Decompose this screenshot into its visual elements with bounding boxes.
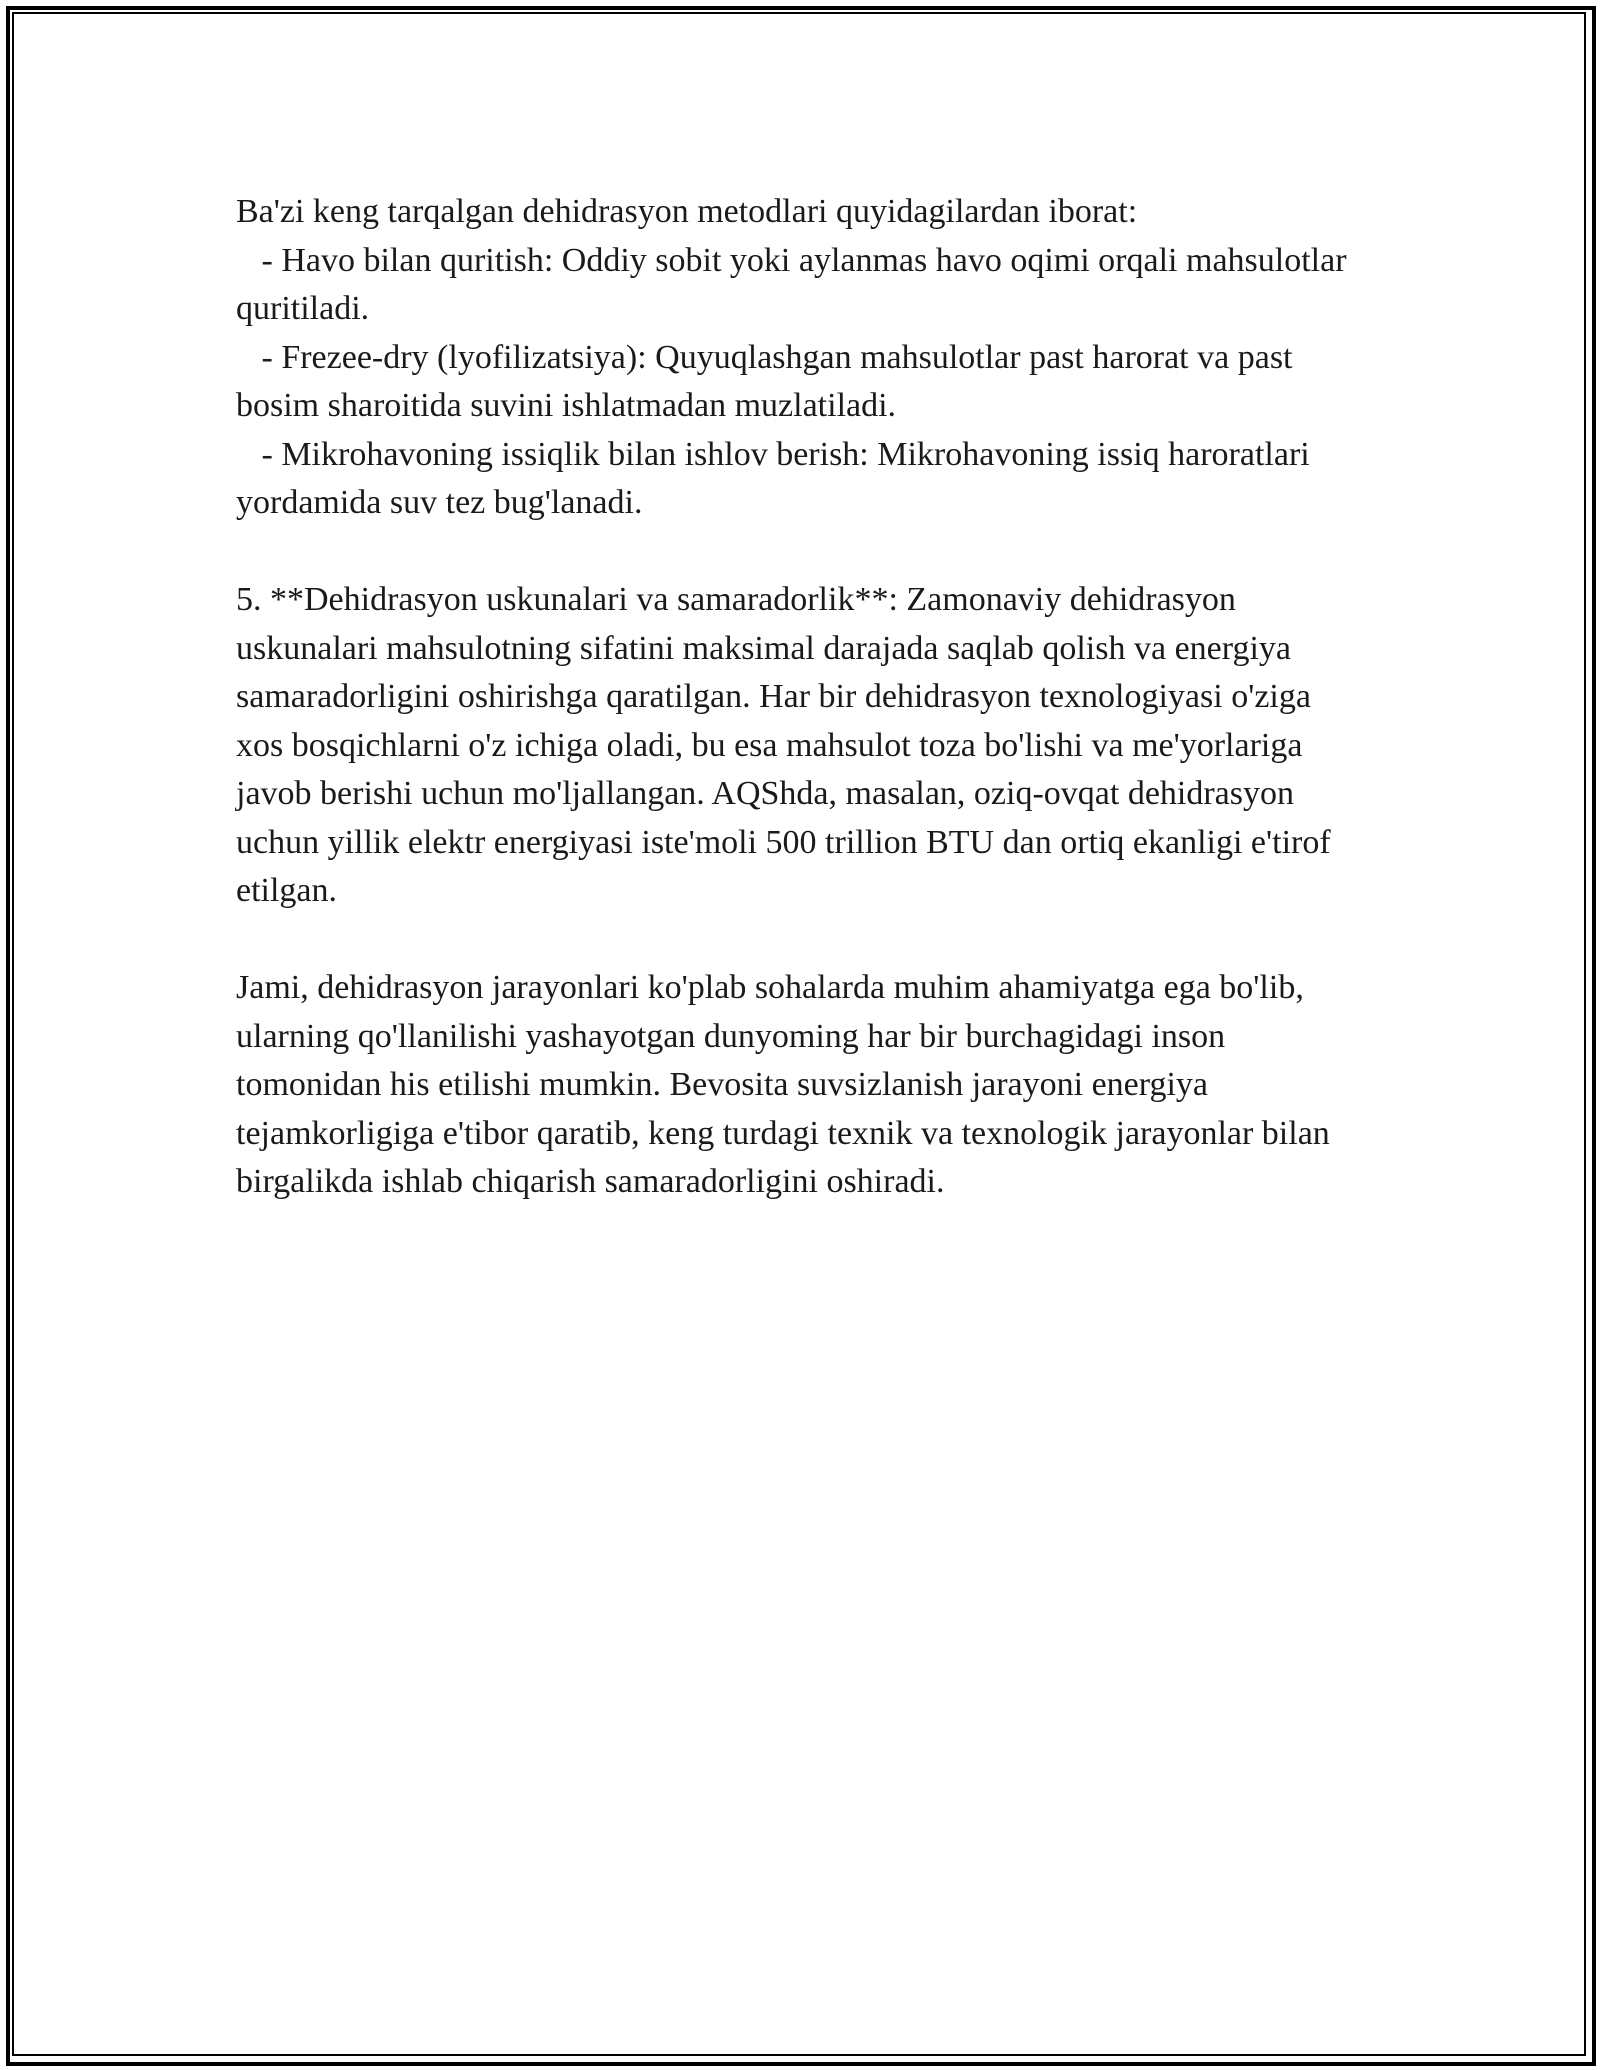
paragraph-conclusion: Jami, dehidrasyon jarayonlari ko'plab sohalarda muhim ahamiyatga ega bo'lib, ularning qo'llanilishi yashayotgan dunyoming har bir burchagidagi inson tomonidan his etilishi mumkin. Bevosita suvsizlanish jarayoni energiya tejamkorligiga e'tibor qaratib, keng turdagi texnik va texnologik jarayonlar bilan birgalikda ishlab chiqarish samaradorligini oshiradi. [236, 969, 1339, 1200]
paragraph-spacer [236, 528, 1366, 577]
paragraph-spacer [236, 916, 1366, 965]
document-body [236, 188, 1366, 1207]
paragraph-equipment-efficiency: 5. **Dehidrasyon uskunalari va samaradorlik**: Zamonaviy dehidrasyon uskunalari mahsulotning sifatini maksimal darajada saqlab qolish va energiya samaradorligini oshirishga qaratilgan. Har bir dehidrasyon texnologiyasi o'ziga xos bosqichlarni o'z ichiga oladi, bu esa mahsulot toza bo'lishi va me'yorlariga javob berishi uchun mo'ljallangan. AQShda, masalan, oziq-ovqat dehidrasyon uchun yillik elektr energiyasi iste'moli 500 trillion BTU dan ortiq ekanligi e'tirof etilgan. [236, 581, 1340, 909]
paragraph-dehydration-methods: Ba'zi keng tarqalgan dehidrasyon metodlari quyidagilardan iborat: - Havo bilan quritish: Oddiy sobit yoki aylanmas havo oqimi orqali mahsulotlar quritiladi. - Frezee-dry (lyofilizatsiya): Quyuqlashgan mahsulotlar past harorat va past bosim sharoitida suvini ishlatmadan muzlatiladi. - Mikrohavoning issiqlik bilan ishlov berish: Mikrohavoning issiq haroratlari yordamida suv tez bug'lanadi. [236, 193, 1347, 521]
